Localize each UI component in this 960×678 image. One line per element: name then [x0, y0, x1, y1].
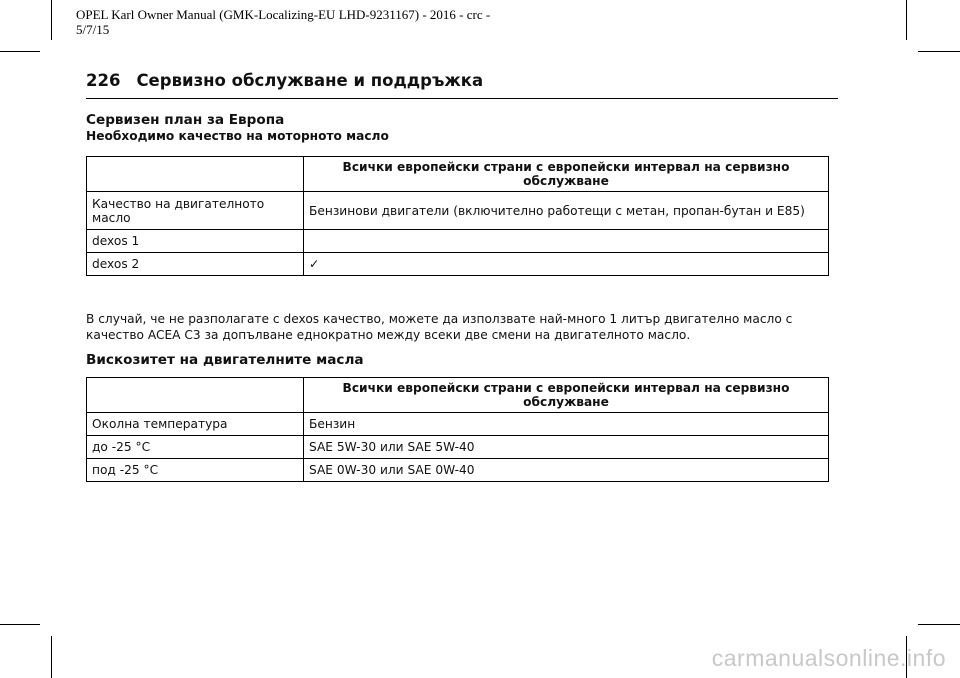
table-header-cell: Всички европейски страни с европейски интервал на сервизно обслужване — [304, 378, 829, 413]
table-cell: dexos 2 — [87, 253, 304, 276]
table-cell: SAE 0W-30 или SAE 0W-40 — [304, 459, 829, 482]
table-row — [87, 192, 829, 230]
document-meta — [76, 7, 516, 37]
crop-mark — [51, 636, 52, 678]
crop-mark — [906, 0, 907, 40]
chapter-title: Сервизно обслужване и поддръжка — [136, 71, 484, 90]
table-cell: до -25 °C — [87, 436, 304, 459]
watermark: carmanualsonline.info — [711, 645, 946, 671]
header-rule — [86, 98, 838, 99]
page-number: 226 — [86, 71, 121, 90]
viscosity-table — [86, 377, 829, 482]
table-cell: Околна температура — [87, 413, 304, 436]
crop-mark — [0, 51, 40, 52]
table-cell: Бензинови двигатели (включително работещи с метан, пропан-бутан и E85) — [304, 192, 829, 230]
document-meta-date: 5/7/15 — [76, 22, 110, 37]
table-row — [87, 459, 829, 482]
table-cell: Бензин — [304, 413, 829, 436]
table-row — [87, 436, 829, 459]
crop-mark — [51, 0, 52, 40]
table-cell — [304, 230, 829, 253]
table-header-cell: Всички европейски страни с европейски интервал на сервизно обслужване — [304, 157, 829, 192]
table-row — [87, 253, 829, 276]
section-title: Сервизен план за Европа — [86, 112, 285, 128]
crop-mark — [0, 624, 40, 625]
viscosity-title: Вискозитет на двигателните масла — [86, 352, 364, 368]
table-header-row — [87, 157, 829, 192]
check-mark-cell: ✓ — [304, 253, 829, 276]
table-row — [87, 413, 829, 436]
table-cell: под -25 °C — [87, 459, 304, 482]
table-cell — [87, 157, 304, 192]
oil-quality-table — [86, 156, 829, 276]
page-header — [86, 71, 838, 90]
table-row — [87, 230, 829, 253]
body-paragraph: В случай, че не разполагате с dexos качество, можете да използвате най-много 1 литър двигателно масло с качество ACEA C3 за допълване еднократно между всеки две смени на двигателното масло. — [86, 312, 793, 342]
crop-mark — [918, 624, 960, 625]
table-cell: dexos 1 — [87, 230, 304, 253]
table-header-row — [87, 378, 829, 413]
table-cell: SAE 5W-30 или SAE 5W-40 — [304, 436, 829, 459]
document-meta-line: OPEL Karl Owner Manual (GMK-Localizing-EU LHD-9231167) - 2016 - crc - — [76, 7, 491, 22]
table-cell: Качество на двигателното масло — [87, 192, 304, 230]
section-subtitle: Необходимо качество на моторното масло — [86, 129, 389, 143]
crop-mark — [918, 51, 960, 52]
table-cell — [87, 378, 304, 413]
